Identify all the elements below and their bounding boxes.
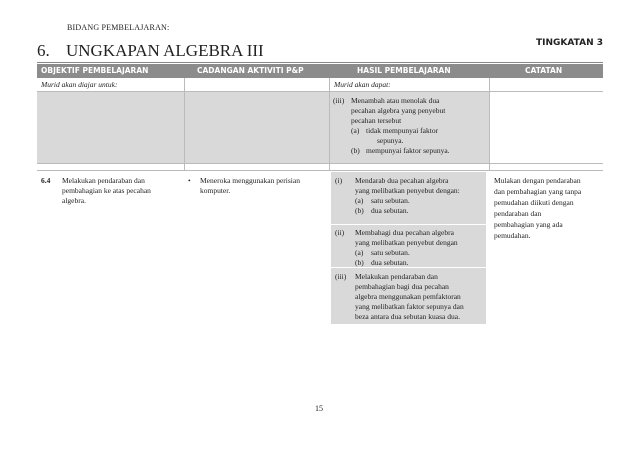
chapter-number: 6. [37,41,50,60]
outcome-i-a-text: satu sebutan. [371,196,410,205]
chapter-title: UNGKAPAN ALGEBRA III [66,41,264,60]
subheader-objektif: Murid akan diajar untuk: [41,80,118,89]
col-header-cadangan: CADANGAN AKTIVITI P&P [197,66,304,75]
block1-sub-a-label: (a) [351,126,360,135]
block1-outcome-iii-line1: Menambah atau menolak dua [351,96,440,105]
notes-line-1: Mulakan dengan pendaraban [494,176,581,185]
chapter-heading [37,41,264,61]
activity-line-2: komputer. [200,186,231,195]
outcome-i-line1: Mendarab dua pecahan algebra [355,176,449,185]
outcome-i-b-label: (b) [355,206,364,215]
notes-line-5: pembahagian yang ada [494,220,563,229]
table-header [37,64,603,78]
outcome-ii-a-text: satu sebutan. [371,248,410,257]
activity-line-1: Meneroka menggunakan perisian [200,176,300,185]
block1-outcome-iii-line3: pecahan tersebut [351,116,402,125]
outcome-ii-a-label: (a) [355,248,364,257]
tingkatan-label: TINGKATAN 3 [536,38,603,48]
title-rule [37,62,603,63]
activity-bullet: • [188,176,191,185]
block1-outcome-iii-line2: pecahan algebra yang penyebut [351,106,446,115]
block1-outcome-iii-num: (iii) [333,96,345,105]
col-line-2-top [329,78,330,170]
outcome-iii-line5: beza antara dua sebutan kuasa dua. [355,312,460,321]
block1-catatan-blank [489,92,603,163]
objective-number: 6.4 [41,176,51,185]
outcome-ii-num: (ii) [335,228,345,237]
notes-line-3: pemudahan diikuti dengan [494,198,574,207]
objective-line-1: Melakukan pendaraban dan [62,176,145,185]
notes-line-4: pendaraban dan [494,209,542,218]
notes-line-2: dan pembahagian yang tanpa [494,187,582,196]
notes-line-6: pemudahan. [494,231,531,240]
block1-sub-b-label: (b) [351,146,360,155]
outcome-iii-line3: algebra menggunakan pemfaktoran [355,292,461,301]
outcome-iii-line2: pembahagian bagi dua pecahan [355,282,449,291]
objective-line-3: algebra. [62,196,86,205]
outcome-ii-line1: Membahagi dua pecahan algebra [355,228,454,237]
block1-sub-a-text: tidak mempunyai faktor [366,126,439,135]
col-header-objektif: OBJEKTIF PEMBELAJARAN [41,66,149,75]
block1-sub-b-text: mempunyai faktor sepunya. [366,146,450,155]
outcome-i-line2: yang melibatkan penyebut dengan: [355,186,460,195]
outcome-i-num: (i) [335,176,343,185]
outcome-iii-num: (iii) [335,272,347,281]
outcome-iii-line4: yang melibatkan faktor sepunya dan [355,302,464,311]
outcome-i-a-label: (a) [355,196,364,205]
bidang-label: BIDANG PEMBELAJARAN: [67,23,170,32]
block1-sub-a-text2: sepunya. [377,136,404,145]
outcome-ii-b-text: dua sebutan. [371,258,409,267]
col-header-hasil: HASIL PEMBELAJARAN [357,66,451,75]
outcome-ii-line2: yang melibatkan penyebut dengan [355,238,458,247]
col-line-1-top [184,78,185,170]
outcome-ii-b-label: (b) [355,258,364,267]
outcome-i-b-text: dua sebutan. [371,206,409,215]
subheader-row [37,78,603,92]
row-divider-2 [37,170,603,171]
outcome-iii-line1: Melakukan pendaraban dan [355,272,438,281]
subheader-hasil: Murid akan dapat: [334,80,391,89]
col-line-3-top [489,78,490,170]
objective-line-2: pembahagian ke atas pecahan [62,186,151,195]
page-number: 15 [315,404,323,413]
col-header-catatan: CATATAN [525,66,563,75]
row-divider-1 [37,163,603,164]
